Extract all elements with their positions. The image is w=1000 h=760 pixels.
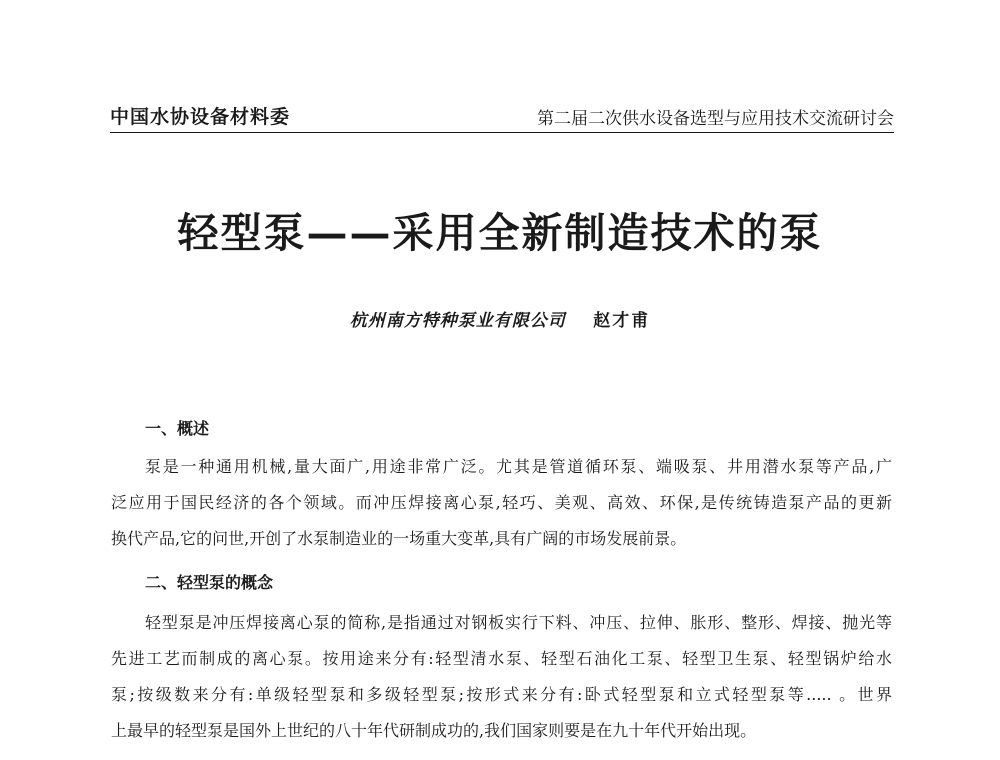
paragraph-line: 泛应用于国民经济的各个领域。而冲压焊接离心泵,轻巧、美观、高效、环保,是传统铸造泵产品的更新 <box>111 493 892 512</box>
paragraph-line: 泵是一种通用机械,量大面广,用途非常广泛。尤其是管道循环泵、端吸泵、井用潜水泵等产品,广 <box>145 457 892 476</box>
paragraph-line: 换代产品,它的问世,开创了水泵制造业的一场重大变革,具有广阔的市场发展前景。 <box>111 529 687 548</box>
article-title: 轻型泵——采用全新制造技术的泵 <box>177 209 823 257</box>
byline <box>0 306 1000 331</box>
paragraph-line: 上最早的轻型泵是国外上世纪的八十年代研制成功的,我们国家则要是在九十年代开始出现。 <box>111 721 757 740</box>
paragraph-line: 先进工艺而制成的离心泵。按用途来分有:轻型清水泵、轻型石油化工泵、轻型卫生泵、轻型锅炉给水 <box>111 649 892 668</box>
author-name: 赵才甫 <box>593 311 651 331</box>
running-header <box>110 98 894 133</box>
section-heading-overview: 一、概述 <box>145 419 210 438</box>
paragraph-line: 泵;按级数来分有:单级轻型泵和多级轻型泵;按形式来分有:卧式轻型泵和立式轻型泵等..... 。世界 <box>111 685 892 704</box>
header-committee-name: 中国水协设备材料委 <box>110 106 291 128</box>
header-conference-name: 第二届二次供水设备选型与应用技术交流研讨会 <box>537 109 894 129</box>
paragraph-line: 轻型泵是冲压焊接离心泵的简称,是指通过对钢板实行下料、冲压、拉伸、胀形、整形、焊接、抛光等 <box>145 613 892 632</box>
section-heading-concept: 二、轻型泵的概念 <box>145 573 274 592</box>
author-organization: 杭州南方特种泵业有限公司 <box>349 311 566 331</box>
